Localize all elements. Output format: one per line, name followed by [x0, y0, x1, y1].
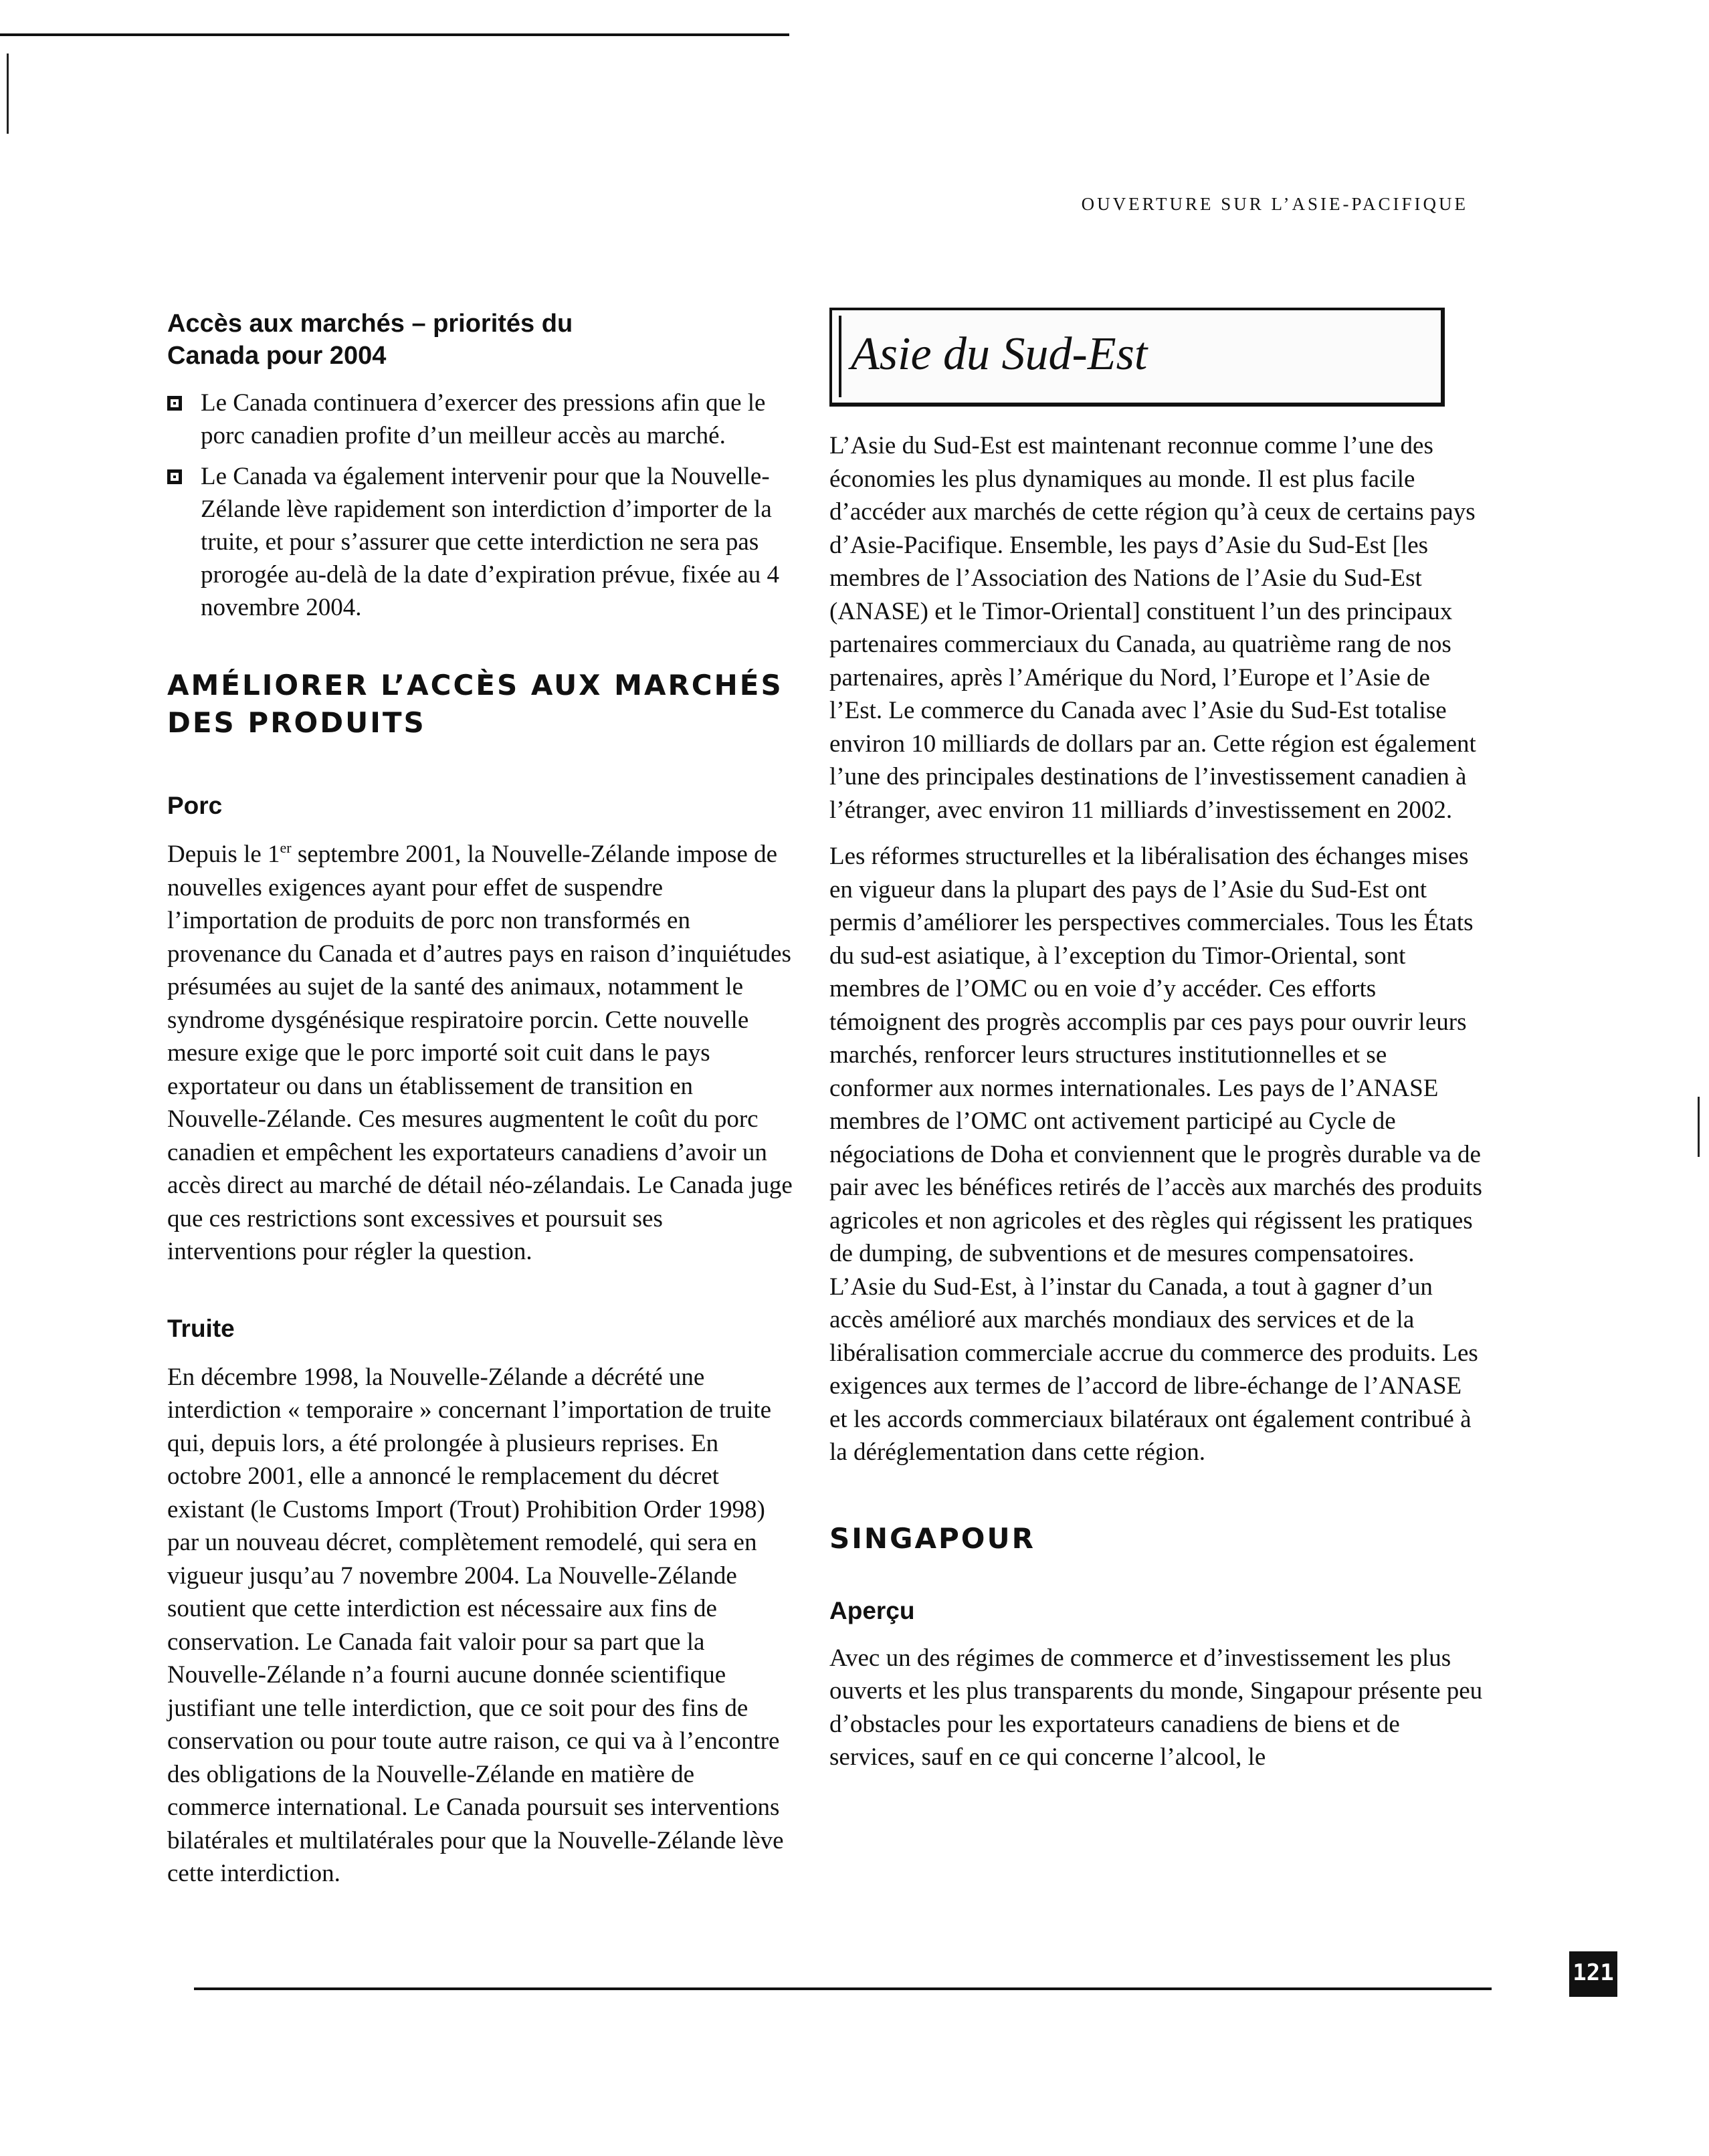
top-rule	[0, 33, 789, 36]
right-column	[829, 308, 1485, 1774]
southeast-asia-title-box	[829, 308, 1445, 407]
porc-text-rest: septembre 2001, la Nouvelle-Zélande impose de nouvelles exigences ayant pour effet de suspendre l’importation de produits de porc non transformés en provenance du Canada et d’autres pays en raison d’inquiétudes présumées au sujet de la santé des animaux, notamment le syndrome dysgénésique respiratoire porcin. Cette nouvelle mesure exige que le porc importé soit cuit dans le pays exportateur ou dans un établissement de transition en Nouvelle-Zélande. Ces mesures augmentent le coût du porc canadien et empêchent les exportateurs canadiens d’avoir un accès direct au marché de détail néo-zélandais. Le Canada juge que ces restrictions sont excessives et poursuit ses interventions pour régler la question.	[167, 841, 793, 1265]
page-number: 121	[1569, 1951, 1617, 1997]
truite-paragraph: En décembre 1998, la Nouvelle-Zélande a décrété une interdiction « temporaire » concernant l’importation de truite qui, depuis lors, a été prolongée à plusieurs reprises. En octobre 2001, elle a annoncé le remplacement du décret existant (le Customs Import (Trout) Prohibition Order 1998) par un nouveau décret, complètement remodelé, qui sera en vigueur jusqu’au 7 novembre 2004. La Nouvelle-Zélande soutient que cette interdiction est nécessaire aux fins de conservation. Le Canada fait valoir pour sa part que la Nouvelle-Zélande n’a fourni aucune donnée scientifique justifiant une telle interdiction, que ce soit pour des fins de conservation ou pour toute autre raison, ce qui va à l’encontre des obligations de la Nouvelle-Zélande en matière de commerce international. Le Canada poursuit ses interventions bilatérales et multilatérales pour que la Nouvelle-Zélande lève cette interdiction.	[167, 1363, 784, 1887]
priority-item-text: Le Canada va également intervenir pour que la Nouvelle-Zélande lève rapidement son interdiction d’importer de la truite, et pour s’assurer que cette interdiction ne sera pas prorogée au-delà de la date d’expiration prévue, fixée au 4 novembre 2004.	[201, 463, 779, 621]
apercu-heading: Aperçu	[829, 1596, 915, 1624]
section-heading-line-1: AMÉLIORER L’ACCÈS AUX MARCHÉS	[167, 669, 783, 702]
priorities-heading-line-1: Accès aux marchés – priorités du	[167, 310, 573, 338]
southeast-asia-paragraph-2: Les réformes structurelles et la libéralisation des échanges mises en vigueur dans la plupart des pays de l’Asie du Sud-Est ont permis d’améliorer les perspectives commerciales. Tous les États du sud-est asiatique, à l’exception du Timor-Oriental, sont membres de l’OMC ou en voie d’y accéder. Ces efforts témoignent des progrès accomplis par ces pays pour ouvrir leurs marchés, renforcer leurs structures institutionnelles et se conformer aux normes internationales. Les pays de l’ANASE membres de l’OMC ont activement participé au Cycle de négociations de Doha et conviennent que le progrès durable va de pair avec les bénéfices retirés de l’accès aux marchés des produits agricoles et non agricoles et des règles qui régissent les pratiques de dumping, de subventions et de mesures compensatoires. L’Asie du Sud-Est, à l’instar du Canada, a tout à gagner d’un accès amélioré aux marchés mondiaux des services et de la libéralisation commerciale accrue du commerce des produits. Les exigences aux termes de l’accord de libre-échange de l’ANASE et les accords commerciaux bilatéraux ont également contribué à la déréglementation dans cette région.	[829, 843, 1482, 1466]
porc-paragraph	[167, 838, 796, 1269]
priorities-heading	[167, 308, 796, 372]
priority-item-text: Le Canada continuera d’exercer des pressions afin que le porc canadien profite d’un meilleur accès au marché.	[201, 389, 766, 449]
scan-mark-right	[1698, 1097, 1700, 1157]
porc-text-start: Depuis le 1	[167, 841, 280, 868]
left-column	[167, 308, 796, 1891]
square-bullet-icon	[167, 469, 182, 484]
priorities-list	[167, 387, 796, 624]
southeast-asia-title: Asie du Sud-Est	[851, 328, 1148, 380]
priorities-heading-line-2: Canada pour 2004	[167, 342, 387, 370]
apercu-paragraph: Avec un des régimes de commerce et d’investissement les plus ouverts et les plus transparents du monde, Singapour présente peu d’obstacles pour les exportateurs canadiens de biens et de services, sauf en ce qui concerne l’alcool, le	[829, 1644, 1483, 1771]
porc-superscript: er	[280, 839, 292, 856]
truite-heading: Truite	[167, 1314, 235, 1342]
porc-heading: Porc	[167, 792, 223, 819]
section-heading-access	[167, 667, 796, 742]
section-heading-line-2: DES PRODUITS	[167, 706, 426, 739]
bottom-rule	[194, 1987, 1492, 1990]
square-bullet-icon	[167, 396, 182, 411]
running-head: OUVERTURE SUR L’ASIE-PACIFIQUE	[1081, 194, 1468, 214]
priority-item	[167, 387, 796, 452]
singapour-heading: SINGAPOUR	[829, 1521, 1035, 1555]
scan-mark-left	[7, 53, 9, 134]
priority-item	[167, 460, 796, 624]
southeast-asia-paragraph-1: L’Asie du Sud-Est est maintenant reconnue comme l’une des économies les plus dynamiques au monde. Il est plus facile d’accéder aux marchés de cette région qu’à ceux de certains pays d’Asie-Pacifique. Ensemble, les pays d’Asie du Sud-Est [les membres de l’Association des Nations de l’Asie du Sud-Est (ANASE) et le Timor-Oriental] constituent l’un des principaux partenaires commerciaux du Canada, au quatrième rang de nos partenaires, après l’Amérique du Nord, l’Europe et l’Asie de l’Est. Le commerce du Canada avec l’Asie du Sud-Est totalise environ 10 milliards de dollars par an. Cette région est également l’une des principales destinations de l’investissement canadien à l’étranger, avec environ 11 milliards d’investissement en 2002.	[829, 432, 1476, 824]
